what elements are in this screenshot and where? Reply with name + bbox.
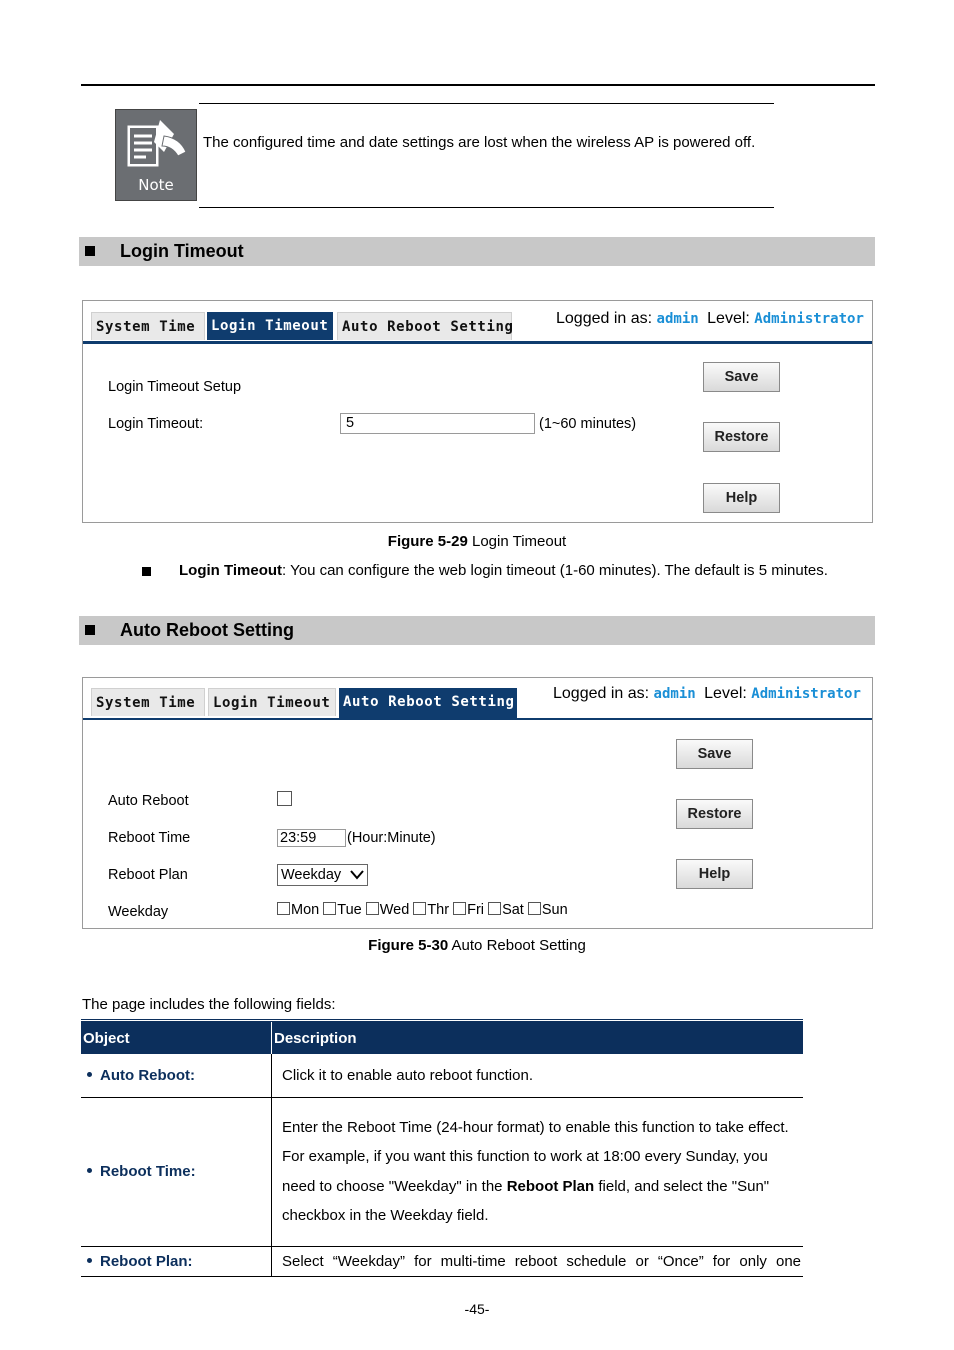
bullet-dot-icon: [87, 1168, 92, 1173]
help-button[interactable]: Help: [676, 859, 753, 889]
chevron-down-icon: [350, 870, 364, 880]
tab-underline: [83, 718, 872, 720]
fields-table: [81, 1019, 803, 1277]
section-auto-reboot: [79, 616, 875, 645]
note-icon-label: Note: [138, 176, 174, 194]
fields-intro: The page includes the following fields:: [82, 996, 336, 1013]
description-bold: Reboot Plan: [506, 1177, 595, 1195]
bullet-dot-icon: [87, 1258, 92, 1263]
login-timeout-bullet: [179, 562, 828, 579]
tue-checkbox[interactable]: [323, 902, 336, 915]
reboot-plan-label: Reboot Plan: [108, 867, 188, 883]
object-cell: [81, 1246, 272, 1277]
description-line: [282, 1142, 803, 1231]
figure-caption-2: [0, 937, 954, 954]
auto-reboot-label: Auto Reboot: [108, 793, 189, 809]
table-header-row: [81, 1021, 803, 1055]
figure-label: Figure 5-29: [387, 533, 468, 550]
day-label: Sun: [541, 902, 568, 918]
reboot-time-input[interactable]: 23:59: [277, 829, 346, 847]
login-timeout-input[interactable]: 5: [340, 413, 535, 434]
tab-system-time[interactable]: System Time: [91, 688, 205, 716]
logged-in-label: Logged in as:: [553, 685, 650, 702]
weekday-checkboxes: [277, 902, 568, 918]
note-bottom-rule: [199, 207, 774, 208]
object-cell: [81, 1097, 272, 1246]
auto-reboot-panel: [82, 677, 873, 929]
note-icon: [115, 109, 197, 201]
note-text: The configured time and date settings are lost when the wireless AP is powered off.: [203, 134, 756, 151]
login-timeout-label: Login Timeout:: [108, 416, 204, 432]
reboot-plan-select[interactable]: [277, 864, 368, 886]
day-label: Thr: [427, 902, 450, 918]
tab-login-timeout[interactable]: Login Timeout: [208, 688, 336, 716]
figure-title: Login Timeout: [471, 533, 567, 550]
figure-caption-1: [0, 533, 954, 550]
user-name: admin: [653, 686, 696, 702]
save-button[interactable]: Save: [703, 362, 780, 392]
description-text: field, and select the "Sun" checkbox in the Weekday field.: [282, 1177, 770, 1224]
object-cell: [81, 1054, 272, 1097]
user-level: Administrator: [751, 686, 861, 702]
wed-checkbox[interactable]: [366, 902, 379, 915]
reboot-time-label: Reboot Time: [108, 830, 191, 846]
login-status: [556, 310, 864, 328]
help-button[interactable]: Help: [703, 483, 780, 513]
mon-checkbox[interactable]: [277, 902, 290, 915]
day-label: Tue: [337, 902, 362, 918]
login-timeout-hint: (1~60 minutes): [539, 416, 637, 432]
description-cell: Click it to enable auto reboot function.: [272, 1054, 804, 1097]
weekday-label: Weekday: [108, 904, 169, 920]
column-header-description: Description: [272, 1021, 804, 1055]
tab-auto-reboot-setting[interactable]: Auto Reboot Setting: [337, 312, 512, 340]
tab-auto-reboot-setting[interactable]: Auto Reboot Setting: [339, 688, 517, 719]
login-status: [553, 685, 861, 703]
object-name: Reboot Time:: [100, 1163, 196, 1180]
restore-button[interactable]: Restore: [676, 799, 753, 829]
table-row: [81, 1054, 803, 1097]
reboot-time-hint: (Hour:Minute): [347, 830, 436, 846]
day-label: Sat: [502, 902, 524, 918]
restore-button[interactable]: Restore: [703, 422, 780, 452]
level-label: Level:: [707, 310, 750, 327]
reboot-plan-value: Weekday: [281, 867, 342, 883]
note-top-rule: [199, 103, 774, 104]
description-cell: [272, 1097, 804, 1246]
save-button[interactable]: Save: [676, 739, 753, 769]
header-rule: [81, 84, 875, 86]
bullet-icon: [142, 567, 151, 576]
fri-checkbox[interactable]: [453, 902, 466, 915]
day-label: Fri: [467, 902, 485, 918]
user-level: Administrator: [754, 311, 864, 327]
logged-in-label: Logged in as:: [556, 310, 653, 327]
thr-checkbox[interactable]: [413, 902, 426, 915]
day-label: Wed: [379, 902, 410, 918]
page-number: -45-: [464, 1301, 490, 1317]
object-name: Reboot Plan:: [100, 1252, 193, 1270]
section-login-timeout: [79, 237, 875, 266]
setup-heading: Login Timeout Setup: [108, 379, 242, 395]
bullet-term: Login Timeout: [179, 562, 283, 579]
bullet-text: : You can configure the web login timeout (1-60 minutes). The default is 5 minutes.: [282, 562, 828, 579]
bullet-dot-icon: [87, 1072, 92, 1077]
description-line: Enter the Reboot Time (24-hour format) to enable this function to take effect.: [282, 1118, 789, 1136]
section-title: Auto Reboot Setting: [120, 620, 294, 640]
object-name: Auto Reboot:: [100, 1066, 195, 1084]
tab-system-time[interactable]: System Time: [91, 312, 205, 340]
level-label: Level:: [704, 685, 747, 702]
sun-checkbox[interactable]: [528, 902, 541, 915]
figure-title: Auto Reboot Setting: [451, 937, 586, 954]
login-timeout-panel: [82, 300, 873, 523]
section-bullet-icon: [85, 246, 95, 256]
description-cell: Select “Weekday” for multi-time reboot schedule or “Once” for only one: [272, 1246, 804, 1277]
tab-login-timeout[interactable]: Login Timeout: [207, 312, 333, 340]
figure-label: Figure 5-30: [368, 937, 449, 954]
column-header-object: Object: [81, 1021, 272, 1055]
section-title: Login Timeout: [120, 241, 244, 261]
day-label: Mon: [291, 902, 320, 918]
auto-reboot-checkbox[interactable]: [277, 791, 292, 806]
table-row: [81, 1246, 803, 1277]
section-bullet-icon: [85, 625, 95, 635]
description-text: For example, if you want this function to work at 18:00 every Sunday, you need to choose "Weekday" in the: [282, 1148, 768, 1195]
sat-checkbox[interactable]: [488, 902, 501, 915]
user-name: admin: [656, 311, 699, 327]
tab-underline: [83, 341, 872, 344]
table-row: [81, 1097, 803, 1246]
